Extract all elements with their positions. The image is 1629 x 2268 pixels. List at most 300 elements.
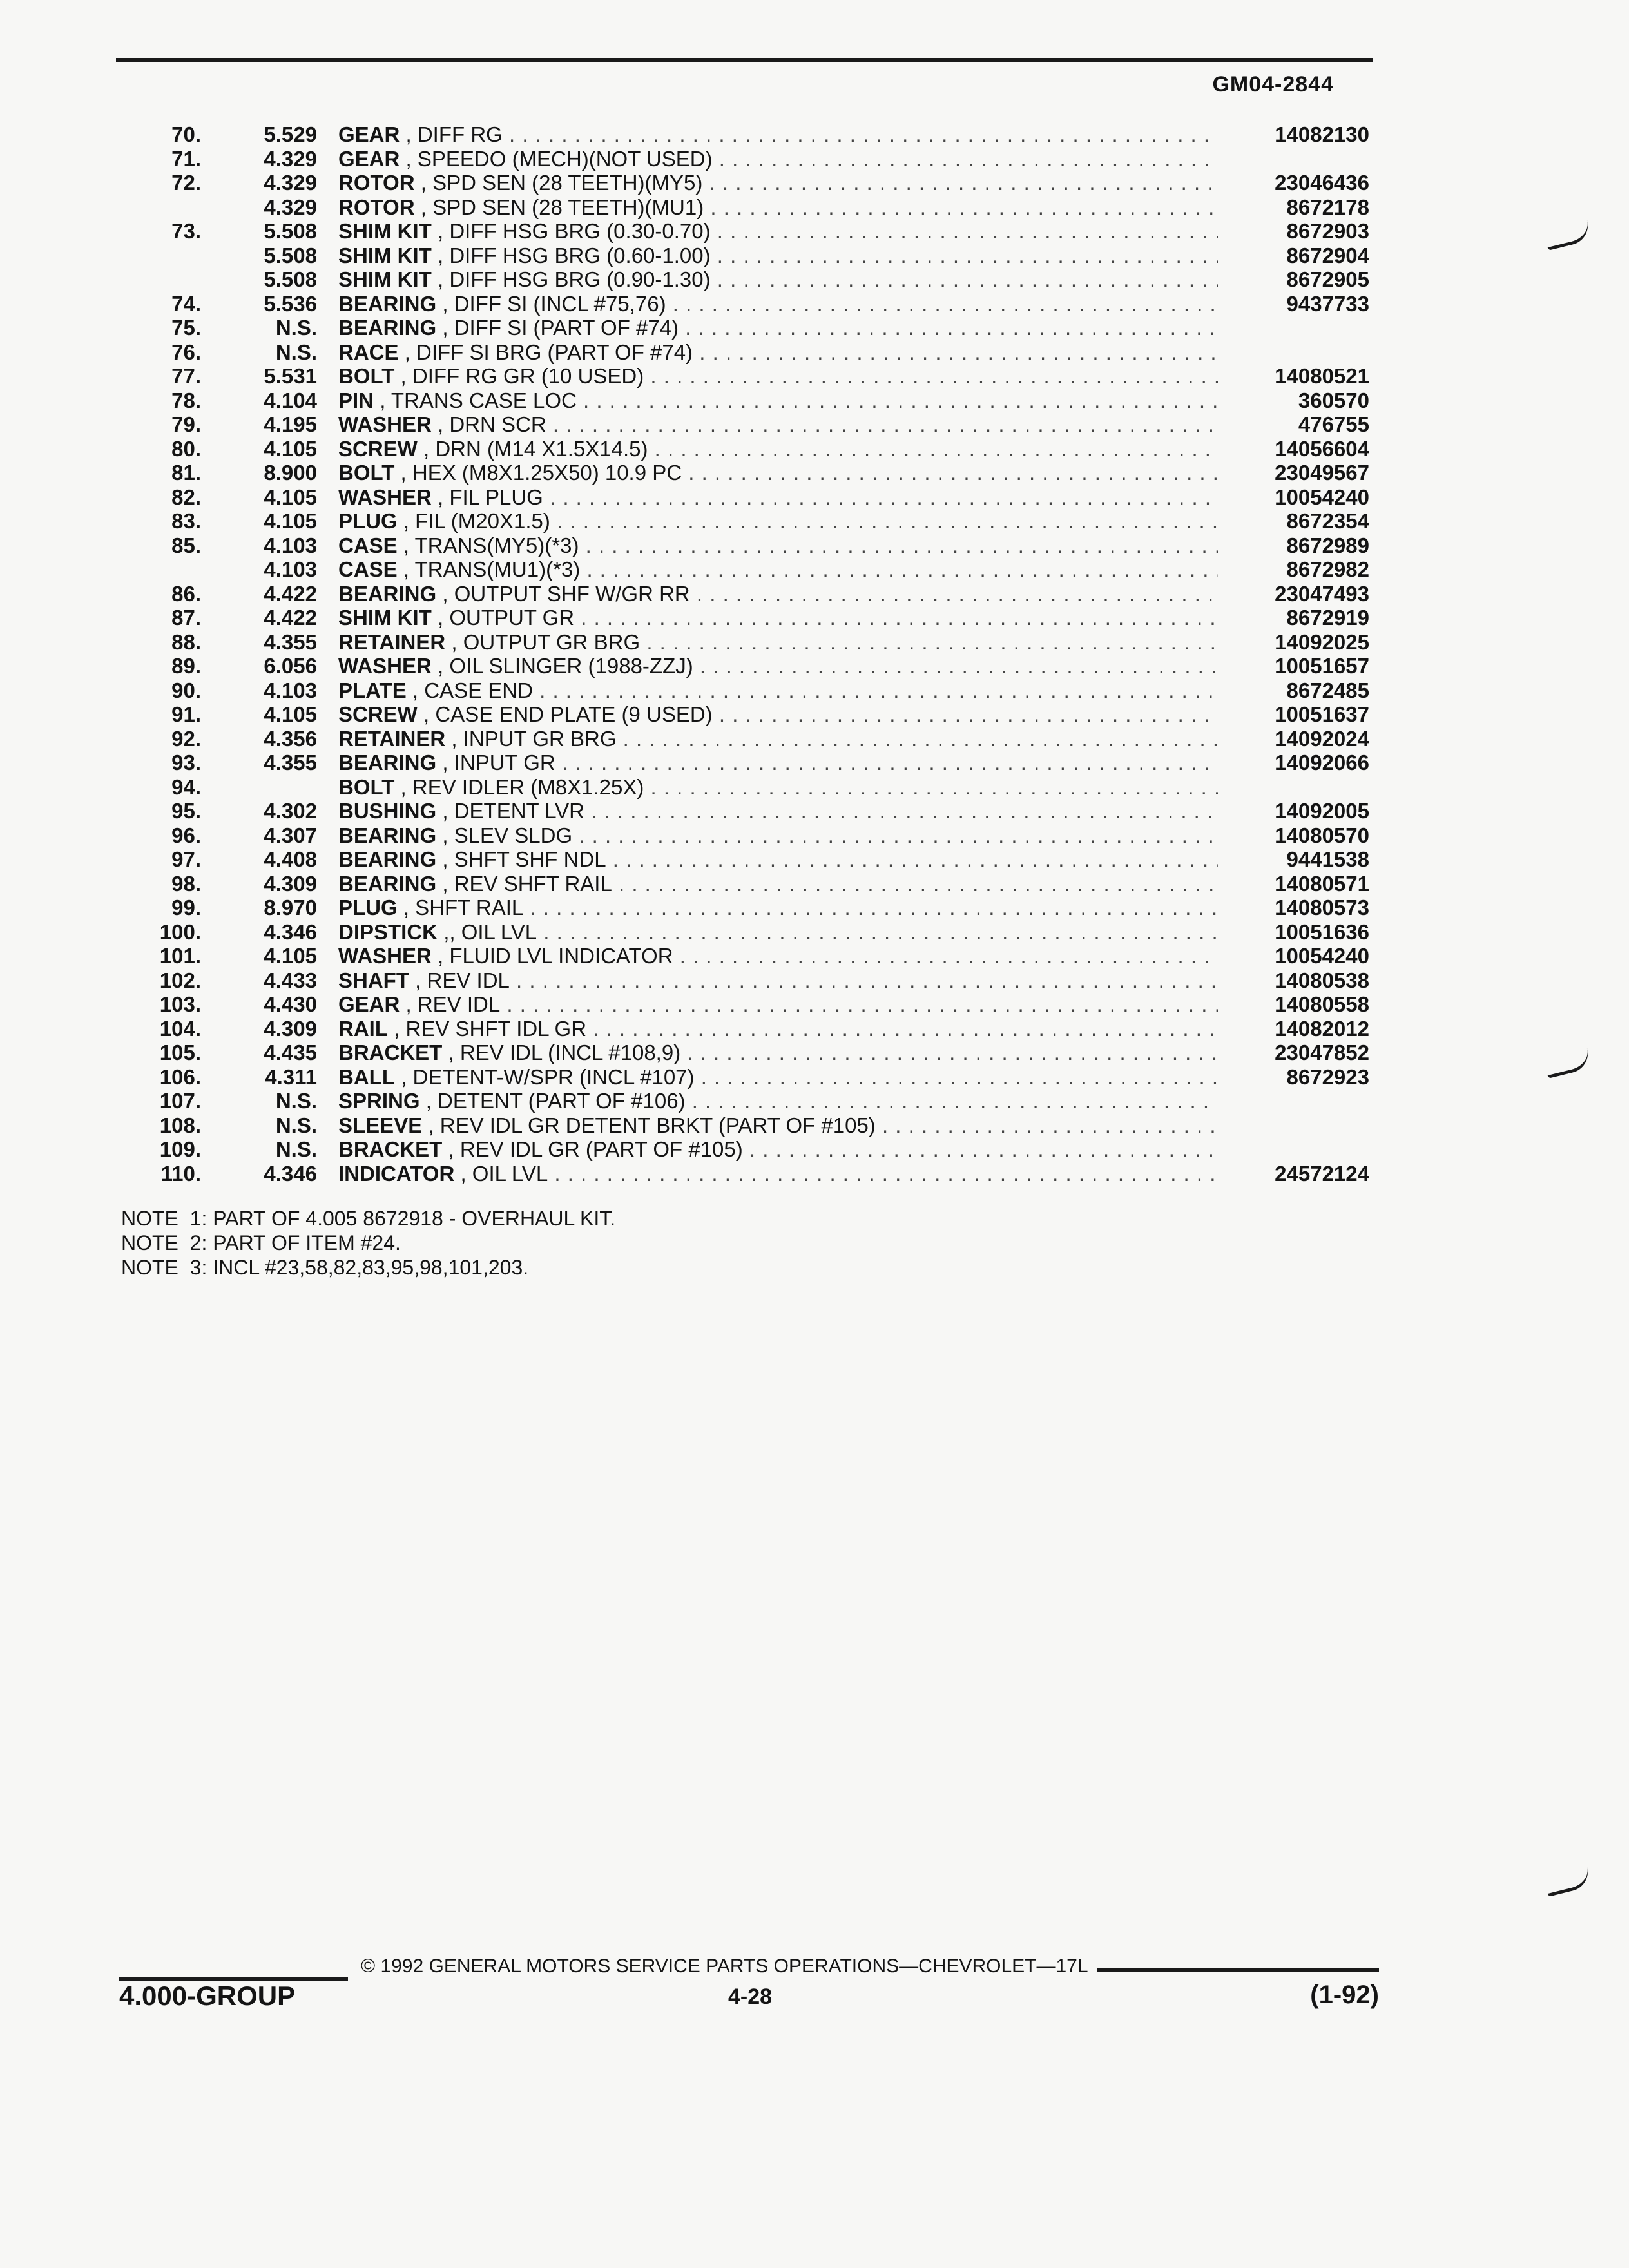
item-number: 92. (171, 726, 201, 751)
part-name: BOLT (338, 774, 395, 799)
part-name: PLATE (338, 678, 407, 702)
part-name: BEARING (338, 291, 437, 316)
parts-row (155, 872, 1379, 896)
group-number: 4.307 (264, 823, 317, 847)
item-number: 109. (159, 1137, 201, 1161)
part-number: 14080573 (1275, 896, 1369, 919)
part-name: BEARING (338, 823, 437, 847)
part-number: 360570 (1298, 388, 1369, 412)
part-detail: , DIFF SI (PART OF #74) (442, 316, 679, 340)
item-number: 99. (171, 896, 201, 919)
part-description (338, 727, 1218, 751)
item-number: 108. (159, 1113, 201, 1137)
part-detail: , SPEEDO (MECH)(NOT USED) (405, 146, 713, 171)
part-number: 14092005 (1275, 799, 1369, 823)
part-description (338, 267, 1218, 292)
part-number: 23047852 (1275, 1041, 1369, 1064)
part-description (338, 896, 1218, 920)
item-number: 93. (171, 751, 201, 774)
part-detail: , SHFT RAIL (403, 896, 524, 919)
part-number: 24572124 (1275, 1161, 1369, 1186)
part-name: GEAR (338, 146, 400, 171)
item-number: 74. (171, 291, 201, 316)
part-name: BEARING (338, 871, 437, 896)
note-text: PART OF 4.005 8672918 - OVERHAUL KIT. (213, 1207, 616, 1230)
part-detail: , DETENT (PART OF #106) (425, 1089, 686, 1113)
part-detail: , DIFF HSG BRG (0.60-1.00) (438, 243, 711, 267)
part-number: 14080570 (1275, 823, 1369, 847)
notes-section (121, 1206, 615, 1280)
note-text: PART OF ITEM #24. (213, 1231, 401, 1254)
group-number: 4.105 (264, 944, 317, 968)
item-number: 79. (171, 412, 201, 436)
part-detail: , INPUT GR BRG (451, 726, 617, 751)
part-name: BRACKET (338, 1137, 443, 1161)
part-number: 14080558 (1275, 992, 1369, 1016)
part-name: DIPSTICK (338, 919, 438, 944)
parts-row (155, 1089, 1379, 1113)
part-description (338, 292, 1218, 316)
part-detail: , TRANS(MY5)(*3) (403, 533, 579, 557)
part-description (338, 775, 1218, 800)
part-description (338, 1041, 1218, 1065)
item-number: 71. (171, 146, 201, 171)
group-number: 8.900 (264, 461, 317, 485)
item-number: 73. (171, 219, 201, 243)
parts-row (155, 461, 1379, 485)
group-number: 4.329 (264, 171, 317, 195)
item-number: 104. (159, 1016, 201, 1041)
item-number: 97. (171, 847, 201, 871)
group-number: N.S. (275, 1137, 317, 1161)
part-detail: , DIFF RG (405, 122, 503, 146)
part-name: ROTOR (338, 195, 415, 219)
part-name: PLUG (338, 509, 398, 533)
parts-row (155, 485, 1379, 510)
parts-row (155, 678, 1379, 703)
part-number: 14082012 (1275, 1016, 1369, 1041)
part-detail: , TRANS(MU1)(*3) (403, 557, 581, 581)
part-name: BEARING (338, 847, 437, 871)
part-name: SCREW (338, 436, 418, 461)
part-name: BEARING (338, 316, 437, 340)
group-number: 4.435 (264, 1041, 317, 1064)
parts-row (155, 654, 1379, 678)
part-detail: , DRN SCR (438, 412, 546, 436)
part-number: 23047493 (1275, 581, 1369, 606)
part-detail: , REV IDL GR DETENT BRKT (PART OF #105) (428, 1113, 876, 1137)
footer-copyright: © 1992 GENERAL MOTORS SERVICE PARTS OPERATIONS—CHEVROLET—17L (361, 1956, 1088, 1977)
group-number: 5.508 (264, 267, 317, 291)
group-number: 4.408 (264, 847, 317, 871)
part-name: ROTOR (338, 171, 415, 195)
item-number: 105. (159, 1041, 201, 1064)
parts-row (155, 630, 1379, 655)
part-description (338, 171, 1218, 195)
group-number: 4.355 (264, 751, 317, 774)
parts-row (155, 219, 1379, 244)
part-detail: , OUTPUT GR (438, 606, 575, 629)
part-detail: , REV SHFT RAIL (442, 871, 612, 896)
part-name: BOLT (338, 364, 395, 388)
parts-row (155, 944, 1379, 968)
parts-row (155, 437, 1379, 461)
part-detail: , FIL PLUG (438, 485, 543, 509)
parts-list (155, 122, 1379, 1186)
part-description (338, 751, 1218, 775)
part-number: 8672919 (1286, 606, 1369, 629)
group-number: N.S. (275, 316, 317, 340)
group-number: 4.430 (264, 992, 317, 1016)
part-description (338, 509, 1218, 533)
part-number: 8672989 (1286, 533, 1369, 557)
item-number: 86. (171, 581, 201, 606)
group-number: 4.329 (264, 146, 317, 171)
part-name: RETAINER (338, 726, 446, 751)
item-number: 94. (171, 774, 201, 799)
part-detail: , OIL LVL (460, 1161, 548, 1186)
item-number: 82. (171, 485, 201, 509)
group-number: 4.311 (265, 1064, 317, 1089)
item-number: 89. (171, 654, 201, 678)
group-number: 4.103 (264, 678, 317, 702)
part-number: 8672354 (1286, 509, 1369, 533)
item-number: 98. (171, 871, 201, 896)
note (121, 1206, 615, 1231)
part-detail: , DRN (M14 X1.5X14.5) (423, 436, 648, 461)
part-detail: , CASE END PLATE (9 USED) (423, 702, 713, 726)
part-description (338, 1065, 1218, 1090)
part-detail: , SPD SEN (28 TEETH)(MY5) (420, 171, 703, 195)
item-number: 75. (171, 316, 201, 340)
parts-row (155, 606, 1379, 630)
parts-row (155, 775, 1379, 800)
group-number: 5.529 (264, 122, 317, 146)
part-description (338, 364, 1218, 389)
group-number: 4.105 (264, 509, 317, 533)
part-description (338, 147, 1218, 171)
group-number: N.S. (275, 1113, 317, 1137)
parts-row (155, 847, 1379, 872)
part-name: GEAR (338, 992, 400, 1016)
parts-row (155, 389, 1379, 413)
part-description (338, 799, 1218, 823)
parts-row (155, 267, 1379, 292)
parts-row (155, 557, 1379, 582)
part-name: SHIM KIT (338, 219, 432, 243)
item-number: 96. (171, 823, 201, 847)
part-description (338, 968, 1218, 993)
group-number: 4.309 (264, 871, 317, 896)
part-detail: , HEX (M8X1.25X50) 10.9 PC (400, 461, 682, 485)
item-number: 70. (171, 122, 201, 146)
part-detail: , OUTPUT SHF W/GR RR (442, 581, 690, 606)
group-number: 4.195 (264, 412, 317, 436)
part-name: CASE (338, 557, 398, 581)
part-description (338, 654, 1218, 678)
part-description (338, 847, 1218, 872)
group-number: 4.302 (264, 799, 317, 823)
group-number: 4.103 (264, 533, 317, 557)
parts-row (155, 122, 1379, 147)
parts-row (155, 1137, 1379, 1162)
group-number: N.S. (275, 1089, 317, 1113)
part-number: 476755 (1298, 412, 1369, 436)
part-detail: , DIFF HSG BRG (0.30-0.70) (438, 219, 711, 243)
parts-row (155, 1065, 1379, 1090)
footer-copyright-line (361, 1956, 1379, 1977)
note (121, 1231, 615, 1255)
part-description (338, 557, 1218, 582)
footer-page-number: 4-28 (728, 1984, 773, 2009)
part-detail: , TRANS CASE LOC (380, 388, 577, 412)
part-name: BEARING (338, 751, 437, 774)
part-name: BALL (338, 1064, 395, 1089)
footer-group: 4.000-GROUP (119, 1981, 296, 2011)
group-number: 4.355 (264, 629, 317, 654)
part-detail: , INPUT GR (442, 751, 555, 774)
part-detail: , FLUID LVL INDICATOR (438, 944, 673, 968)
part-detail: ,, OIL LVL (443, 919, 537, 944)
note-label: NOTE 3: (121, 1256, 207, 1279)
group-number: 4.104 (264, 388, 317, 412)
parts-row (155, 992, 1379, 1017)
parts-row (155, 968, 1379, 993)
parts-row (155, 292, 1379, 316)
part-detail: , REV IDL (INCL #108,9) (448, 1041, 681, 1064)
part-number: 9437733 (1286, 291, 1369, 316)
part-description (338, 340, 1218, 365)
item-number: 78. (171, 388, 201, 412)
parts-row (155, 1113, 1379, 1138)
item-number: 102. (159, 968, 201, 992)
group-number: 6.056 (264, 654, 317, 678)
parts-row (155, 920, 1379, 945)
part-detail: , FIL (M20X1.5) (403, 509, 550, 533)
part-name: CASE (338, 533, 398, 557)
part-number: 10051636 (1275, 919, 1369, 944)
part-detail: , OIL SLINGER (1988-ZZJ) (438, 654, 693, 678)
item-number: 76. (171, 340, 201, 364)
item-number: 72. (171, 171, 201, 195)
item-number: 110. (160, 1161, 201, 1186)
margin-mark (1543, 220, 1592, 251)
footer-right-rule (1097, 1968, 1379, 1972)
part-name: SHIM KIT (338, 267, 432, 291)
part-number: 14080538 (1275, 968, 1369, 992)
part-number: 10054240 (1275, 485, 1369, 509)
part-name: BEARING (338, 581, 437, 606)
part-number: 14092024 (1275, 726, 1369, 751)
parts-row (155, 364, 1379, 389)
item-number: 90. (171, 678, 201, 702)
item-number: 87. (171, 606, 201, 629)
group-number: 5.536 (264, 291, 317, 316)
part-number: 14092066 (1275, 751, 1369, 774)
item-number: 106. (159, 1064, 201, 1089)
group-number: 4.346 (264, 1161, 317, 1186)
top-rule (116, 58, 1373, 62)
part-name: SHIM KIT (338, 606, 432, 629)
footer-date: (1-92) (1310, 1981, 1379, 2009)
part-description (338, 533, 1218, 558)
group-number: 8.970 (264, 896, 317, 919)
part-detail: , DETENT-W/SPR (INCL #107) (401, 1064, 695, 1089)
group-number: 4.329 (264, 195, 317, 219)
part-detail: , REV IDL (415, 968, 510, 992)
part-detail: , DIFF HSG BRG (0.90-1.30) (438, 267, 711, 291)
part-number: 9441538 (1286, 847, 1369, 871)
part-description (338, 992, 1218, 1017)
part-number: 10054240 (1275, 944, 1369, 968)
part-description (338, 630, 1218, 655)
part-description (338, 195, 1218, 220)
part-number: 8672178 (1286, 195, 1369, 219)
part-number: 14080521 (1275, 364, 1369, 388)
part-name: PIN (338, 388, 374, 412)
part-description (338, 389, 1218, 413)
parts-row (155, 316, 1379, 340)
parts-row (155, 147, 1379, 171)
part-number: 8672905 (1286, 267, 1369, 291)
part-detail: , CASE END (412, 678, 533, 702)
parts-row (155, 582, 1379, 606)
group-number: 4.433 (264, 968, 317, 992)
part-description (338, 944, 1218, 968)
parts-row (155, 823, 1379, 848)
part-description (338, 122, 1218, 147)
group-number: 5.531 (264, 364, 317, 388)
part-number: 8672485 (1286, 678, 1369, 702)
group-number: 5.508 (264, 243, 317, 267)
part-description (338, 412, 1218, 437)
part-detail: , REV IDL GR (PART OF #105) (448, 1137, 743, 1161)
parts-row (155, 1162, 1379, 1186)
part-description (338, 461, 1218, 485)
item-number: 80. (171, 436, 201, 461)
group-number: 4.356 (264, 726, 317, 751)
part-detail: , DETENT LVR (442, 799, 585, 823)
part-number: 14092025 (1275, 629, 1369, 654)
group-number: 4.103 (264, 557, 317, 581)
item-number: 81. (171, 461, 201, 485)
item-number: 91. (171, 702, 201, 726)
part-detail: , REV IDLER (M8X1.25X) (400, 774, 644, 799)
part-number: 10051657 (1275, 654, 1369, 678)
part-name: RETAINER (338, 629, 446, 654)
part-number: 23046436 (1275, 171, 1369, 195)
item-number: 107. (159, 1089, 201, 1113)
part-name: GEAR (338, 122, 400, 146)
part-detail: , DIFF RG GR (10 USED) (400, 364, 644, 388)
part-name: RAIL (338, 1016, 388, 1041)
item-number: 85. (171, 533, 201, 557)
item-number: 103. (159, 992, 201, 1016)
part-number: 10051637 (1275, 702, 1369, 726)
note-label: NOTE 2: (121, 1231, 207, 1254)
note-label: NOTE 1: (121, 1207, 207, 1230)
group-number: N.S. (275, 340, 317, 364)
note-text: INCL #23,58,82,83,95,98,101,203. (213, 1256, 529, 1279)
part-name: PLUG (338, 896, 398, 919)
parts-row (155, 195, 1379, 220)
part-name: SLEEVE (338, 1113, 423, 1137)
parts-row (155, 244, 1379, 268)
item-number: 83. (171, 509, 201, 533)
part-description (338, 1137, 1218, 1162)
part-name: BOLT (338, 461, 395, 485)
group-number: 4.346 (264, 919, 317, 944)
part-description (338, 606, 1218, 630)
group-number: 4.105 (264, 436, 317, 461)
part-detail: , REV IDL (405, 992, 501, 1016)
part-number: 14056604 (1275, 436, 1369, 461)
part-description (338, 920, 1218, 945)
part-name: RACE (338, 340, 399, 364)
parts-row (155, 727, 1379, 751)
group-number: 4.309 (264, 1016, 317, 1041)
part-name: SHAFT (338, 968, 409, 992)
part-name: SPRING (338, 1089, 420, 1113)
part-description (338, 1017, 1218, 1041)
parts-row (155, 1017, 1379, 1041)
part-name: BUSHING (338, 799, 437, 823)
parts-row (155, 751, 1379, 775)
parts-row (155, 340, 1379, 365)
part-description (338, 823, 1218, 848)
part-description (338, 485, 1218, 510)
margin-mark (1543, 1867, 1592, 1897)
part-number: 8672982 (1286, 557, 1369, 581)
part-description (338, 1089, 1218, 1113)
part-name: SHIM KIT (338, 243, 432, 267)
part-detail: , DIFF SI BRG (PART OF #74) (404, 340, 693, 364)
part-description (338, 582, 1218, 606)
part-number: 14082130 (1275, 122, 1369, 146)
part-description (338, 702, 1218, 727)
margin-mark (1543, 1048, 1592, 1079)
parts-row (155, 533, 1379, 558)
parts-row (155, 799, 1379, 823)
part-detail: , DIFF SI (INCL #75,76) (442, 291, 666, 316)
group-number: 4.105 (264, 485, 317, 509)
note (121, 1255, 615, 1280)
part-description (338, 437, 1218, 461)
part-number: 8672904 (1286, 243, 1369, 267)
part-name: INDICATOR (338, 1161, 455, 1186)
group-number: 4.105 (264, 702, 317, 726)
doc-id: GM04-2844 (1212, 72, 1334, 97)
item-number: 100. (159, 919, 201, 944)
part-detail: , SPD SEN (28 TEETH)(MU1) (420, 195, 704, 219)
part-detail: , OUTPUT GR BRG (451, 629, 641, 654)
item-number: 101. (159, 944, 201, 968)
parts-row (155, 412, 1379, 437)
part-detail: , SHFT SHF NDL (442, 847, 606, 871)
part-description (338, 1113, 1218, 1138)
part-detail: , SLEV SLDG (442, 823, 573, 847)
item-number: 88. (171, 629, 201, 654)
group-number: 5.508 (264, 219, 317, 243)
parts-row (155, 171, 1379, 195)
part-description (338, 244, 1218, 268)
part-number: 8672923 (1286, 1064, 1369, 1089)
part-detail: , REV SHFT IDL GR (394, 1016, 587, 1041)
parts-row (155, 1041, 1379, 1065)
part-description (338, 872, 1218, 896)
part-name: WASHER (338, 485, 432, 509)
part-number: 23049567 (1275, 461, 1369, 485)
